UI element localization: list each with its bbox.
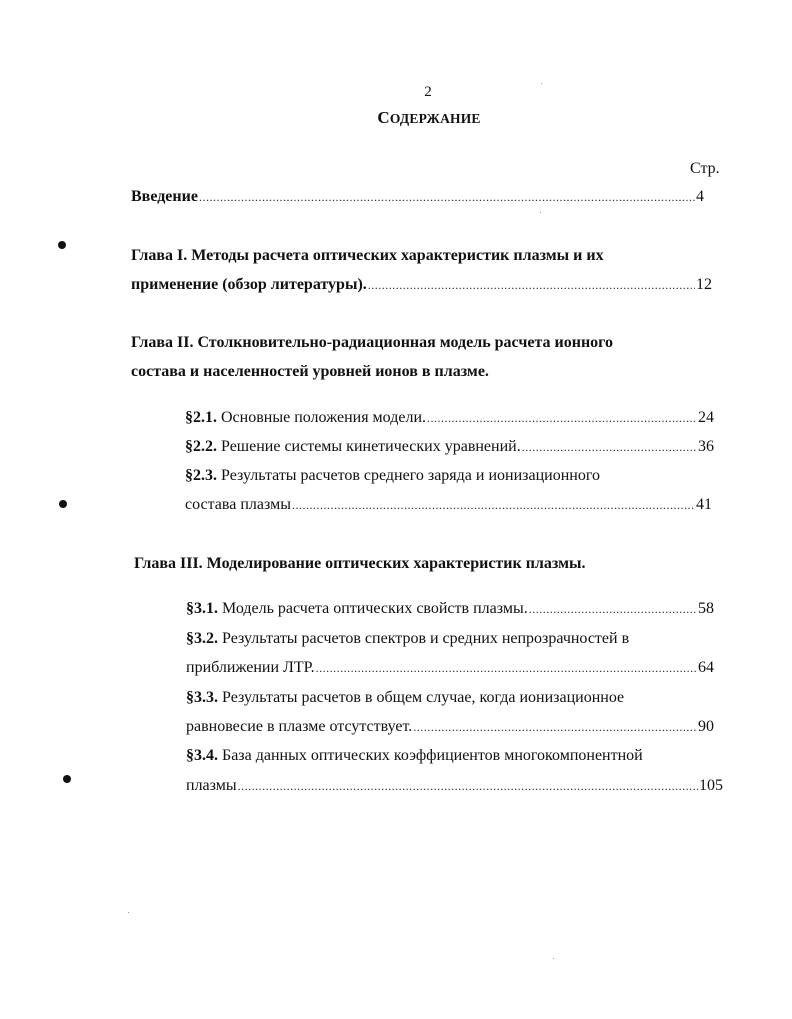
section-number: §3.4.: [186, 747, 218, 764]
scan-speck: [128, 912, 129, 913]
section-title: Модель расчета оптических свойств плазмы.: [222, 600, 528, 617]
toc-page-number: 105: [699, 777, 723, 794]
toc-page-number: 36: [698, 438, 714, 455]
toc-page-number: 12: [696, 276, 712, 293]
section-title: Результаты расчетов среднего заряда и ионизационного: [221, 467, 600, 484]
toc-entry-section-3-4: [186, 775, 723, 797]
toc-chapter1-heading: [131, 245, 604, 267]
section-title-line2: равновесие в плазме отсутствует.: [186, 718, 413, 735]
section-title-line2: плазмы: [186, 777, 237, 794]
section-title-line2: состава плазмы: [185, 496, 291, 513]
chapter2-title-line2: состава и населенностей уровней ионов в плазме.: [131, 363, 489, 380]
page-title: [0, 108, 792, 128]
toc-section-3-3-line1: [186, 687, 624, 709]
toc-section-3-4-line1: [186, 745, 643, 767]
chapter3-label: Глава III.: [134, 555, 203, 572]
toc-leader: [199, 186, 695, 208]
section-title: Результаты расчетов спектров и средних непрозрачностей в: [222, 630, 630, 647]
toc-page-number: 90: [698, 718, 714, 735]
toc-intro-label: Введение: [131, 188, 198, 205]
section-number: §3.3.: [186, 689, 218, 706]
toc-entry-section-3-3: [186, 716, 714, 738]
toc-entry-chapter1: [131, 274, 712, 296]
page-number: 2: [424, 84, 432, 100]
toc-chapter3-heading: [134, 553, 586, 575]
chapter1-title-line1: Методы расчета оптических характеристик плазмы и их: [191, 247, 604, 264]
binding-hole-mark: [58, 241, 66, 249]
title-rest: ОДЕРЖАНИЕ: [389, 111, 481, 126]
toc-leader: [238, 775, 698, 797]
toc-leader: [522, 436, 697, 458]
section-number: §2.3.: [185, 467, 217, 484]
section-number: §3.2.: [186, 630, 218, 647]
toc-entry-section-2-2: [185, 436, 714, 458]
toc-page-number: 58: [698, 600, 714, 617]
title-first-letter: С: [377, 108, 390, 127]
scan-speck: [541, 83, 542, 84]
chapter2-label: Глава II.: [131, 334, 194, 351]
toc-page-number: 24: [698, 409, 714, 426]
chapter1-label: Глава I.: [131, 247, 188, 264]
toc-leader: [316, 657, 697, 679]
toc-page-number: 41: [696, 496, 712, 513]
section-number: §3.1.: [186, 600, 218, 617]
toc-leader: [413, 716, 697, 738]
binding-hole-mark: [59, 500, 67, 508]
toc-leader: [368, 274, 695, 296]
toc-chapter2-heading: [131, 332, 613, 354]
section-title: Основные положения модели.: [221, 409, 427, 426]
toc-entry-section-2-1: [185, 407, 714, 429]
toc-page-number: 64: [698, 659, 714, 676]
toc-leader: [292, 494, 695, 516]
chapter3-title-line1: Моделирование оптических характеристик плазмы.: [206, 555, 586, 572]
toc-entry-intro: [131, 186, 704, 208]
page-column-header: Стр.: [690, 160, 720, 177]
section-title: База данных оптических коэффициентов многокомпонентной: [222, 747, 643, 764]
scan-speck: [540, 212, 541, 213]
section-title: Результаты расчетов в общем случае, когда ионизационное: [222, 689, 625, 706]
toc-page-number: 4: [696, 188, 704, 205]
toc-section-2-3-line1: [185, 465, 600, 487]
toc-entry-section-2-3: [185, 494, 712, 516]
chapter1-title-line2: применение (обзор литературы).: [131, 276, 367, 293]
toc-leader: [529, 598, 697, 620]
toc-entry-section-3-1: [186, 598, 714, 620]
toc-section-3-2-line1: [186, 628, 629, 650]
toc-leader: [427, 407, 697, 429]
toc-entry-section-3-2: [186, 657, 714, 679]
section-number: §2.2.: [185, 438, 217, 455]
section-title: Решение системы кинетических уравнений.: [221, 438, 521, 455]
section-title-line2: приближении ЛТР.: [186, 659, 315, 676]
chapter2-title-line1: Столкновительно-радиационная модель расчета ионного: [197, 334, 614, 351]
scan-speck: [553, 958, 554, 959]
section-number: §2.1.: [185, 409, 217, 426]
binding-hole-mark: [63, 775, 71, 783]
